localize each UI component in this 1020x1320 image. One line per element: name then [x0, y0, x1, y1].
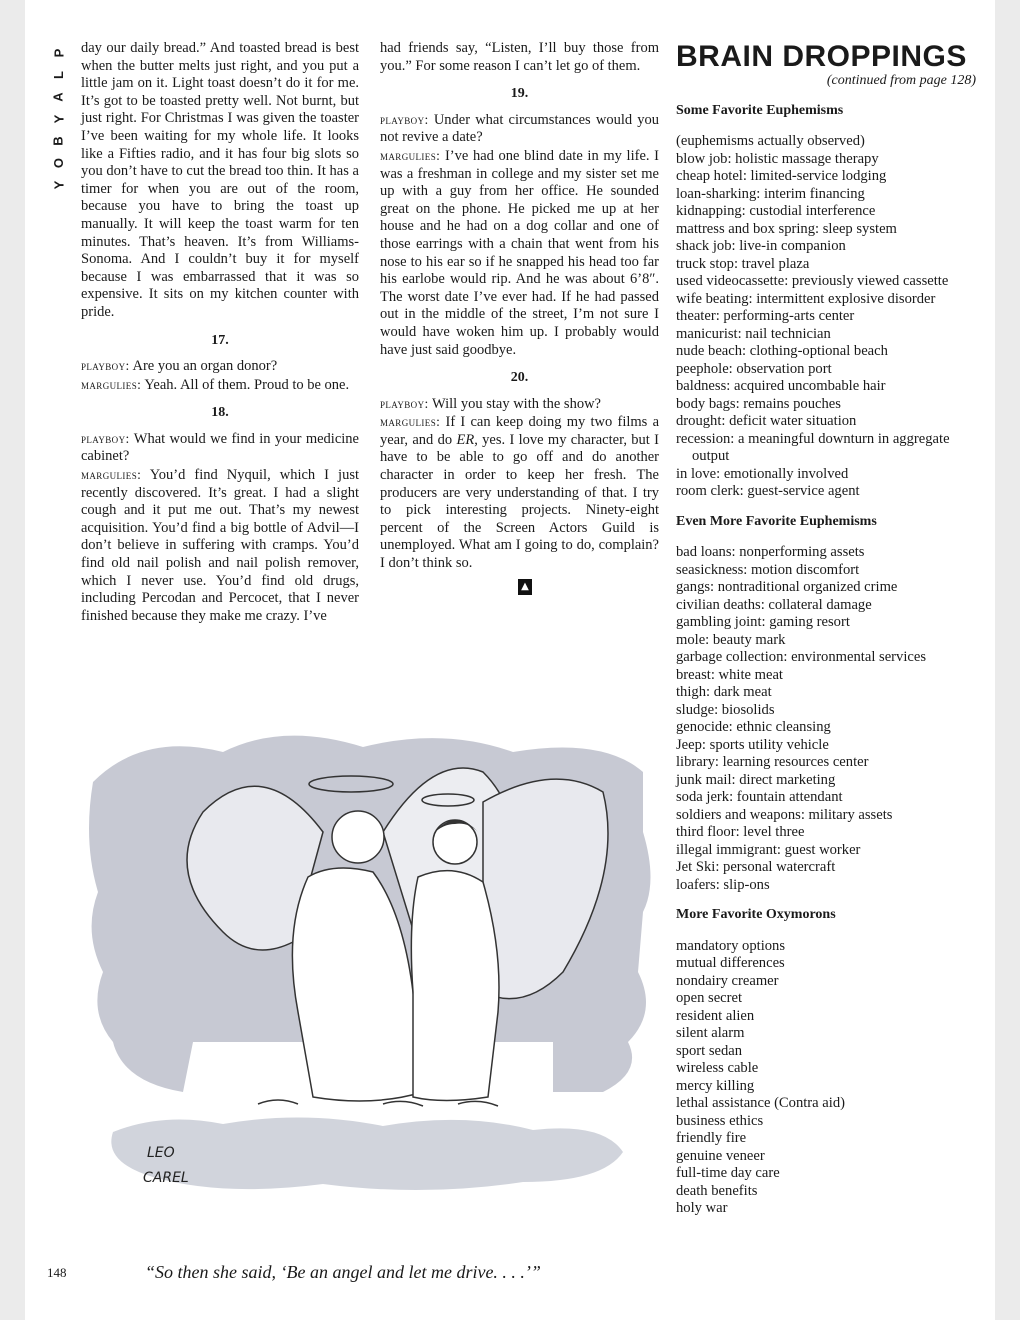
speaker-label: margulies:	[81, 376, 142, 392]
list-item: nude beach: clothing-optional beach	[676, 343, 888, 360]
speaker-label: playboy:	[380, 111, 429, 127]
list-item: theater: performing-arts center	[676, 308, 855, 325]
euphemism-list	[676, 938, 976, 1218]
euphemism-list	[676, 133, 976, 501]
old-angel-head	[332, 811, 384, 863]
magazine-name-letter: Y	[50, 114, 66, 124]
list-item: mercy killing	[676, 1077, 755, 1094]
cartoon-drawing	[83, 712, 661, 1254]
speaker-label: margulies:	[380, 414, 441, 430]
list-item: full-time day care	[676, 1165, 780, 1182]
brain-droppings-column	[676, 40, 976, 1218]
euphemism-list	[676, 544, 976, 894]
list-item: wife beating: intermittent explosive disorder	[676, 290, 936, 307]
artist-signature-line1: LEO	[147, 1145, 175, 1161]
question-number: 20.	[510, 370, 529, 386]
list-item: civilian deaths: collateral damage	[676, 596, 872, 613]
list-item: drought: deficit water situation	[676, 413, 857, 430]
question-number: 18.	[211, 405, 229, 421]
answer-text-part: , yes. I love my character, but I have to be able to go off and do another character in order to keep her fresh. The producers are very understanding of that. I try to pick interesting projects. Ninety-eight percent of the Screen Actors Guild is unemployed. What am I going to do, complain? I don’t think so.	[380, 431, 659, 572]
young-angel-head	[433, 820, 477, 864]
interview-column-2	[380, 40, 659, 595]
list-item: business ethics	[676, 1112, 764, 1129]
list-item: genocide: ethnic cleansing	[676, 719, 831, 736]
list-item: body bags: remains pouches	[676, 395, 841, 412]
list-item: thigh: dark meat	[676, 684, 772, 701]
list-heading: Some Favorite Euphemisms	[676, 102, 844, 118]
answer	[81, 376, 359, 395]
question-text: What would we find in your medicine cabinet?	[81, 430, 359, 465]
list-item: seasickness: motion discomfort	[676, 561, 860, 578]
page-number: 148	[47, 1265, 67, 1280]
list-item: shack job: live-in companion	[676, 238, 846, 255]
question-text: Are you an organ donor?	[132, 358, 278, 375]
artist-signature-line2: CAREL	[143, 1170, 189, 1186]
question	[380, 395, 659, 414]
list-item: Jeep: sports utility vehicle	[676, 736, 829, 753]
question	[81, 357, 359, 376]
list-item: library: learning resources center	[676, 754, 869, 771]
list-item: gangs: nontraditional organized crime	[676, 579, 898, 596]
list-item: soldiers and weapons: military assets	[676, 806, 893, 823]
list-item: used videocassette: previously viewed cassette	[676, 273, 949, 290]
list-item: blow job: holistic massage therapy	[676, 150, 879, 167]
question-text: Will you stay with the show?	[432, 395, 601, 412]
question	[81, 430, 359, 466]
list-item: (euphemisms actually observed)	[676, 133, 865, 150]
question-number: 19.	[510, 86, 529, 102]
magazine-page	[25, 0, 995, 1320]
list-item: manicurist: nail technician	[676, 325, 831, 342]
list-item: mutual differences	[676, 955, 785, 972]
cartoon-illustration	[83, 712, 661, 1254]
list-item: nondairy creamer	[676, 972, 779, 989]
speaker-label: margulies:	[380, 147, 441, 163]
answer-text: I’ve had one blind date in my life. I was a freshman in college and my sister set me up with a guy from her office. He sounded great on the phone. He picked me up at her house and he had on a dog collar and one of those earrings with a chain that went from his nose to his ear so if he snapped his head too far his earlobe would rip. And he was about 6’8″. The worst date I’ve ever had. If he had passed out in the middle of the street, I’m not sure I would have woken him up. I probably would have just said goodbye.	[380, 147, 659, 358]
list-item: death benefits	[676, 1182, 758, 1199]
list-item: Jet Ski: personal watercraft	[676, 859, 836, 876]
list-item: genuine veneer	[676, 1147, 765, 1164]
list-item: loafers: slip-ons	[676, 876, 770, 893]
answer	[380, 413, 659, 572]
question	[380, 111, 659, 147]
list-item: third floor: level three	[676, 824, 805, 841]
list-item: loan-sharking: interim financing	[676, 185, 865, 202]
list-item: gambling joint: gaming resort	[676, 614, 850, 631]
list-item: sludge: biosolids	[676, 701, 775, 718]
list-item: soda jerk: fountain attendant	[676, 789, 843, 806]
list-item: kidnapping: custodial interference	[676, 203, 876, 220]
list-item: bad loans: nonperforming assets	[676, 544, 865, 561]
list-item: resident alien	[676, 1007, 755, 1024]
answer-text: Yeah. All of them. Proud to be one.	[144, 376, 350, 393]
show-title: ER	[456, 431, 475, 448]
list-item: mole: beauty mark	[676, 631, 786, 648]
speaker-label: playboy:	[380, 395, 429, 411]
list-item: lethal assistance (Contra aid)	[676, 1095, 845, 1112]
interview-paragraph: day our daily bread.” And toasted bread is best when the butter melts just right, and you put a little jam on it. Light toast doesn’t do it for me. It’s got to be toasted pretty well. Not burnt, but just right. For Christmas I was given the toaster I’ve been waiting for my whole life. It looks like a Fifties radio, and it has four big slots so you don’t have to cut the bread too thin. It has a timer for when you are out of the room, because you have to bring the toast up manually. It will keep the toast warm for ten minutes. That’s heaven. It’s from Williams-Sonoma. And I couldn’t buy it for myself because I was embarrassed that it was so expensive. It sits on my kitchen counter with pride.	[81, 40, 359, 320]
list-item: cheap hotel: limited-service lodging	[676, 168, 887, 185]
list-item: mattress and box spring: sleep system	[676, 220, 897, 237]
list-item: open secret	[676, 990, 743, 1007]
answer-text-part: If I can keep doing my two films a year, and do	[380, 414, 660, 448]
list-item: mandatory options	[676, 937, 786, 954]
list-item: truck stop: travel plaza	[676, 255, 810, 272]
list-item: breast: white meat	[676, 666, 783, 683]
list-item: silent alarm	[676, 1025, 745, 1042]
speaker-label: margulies:	[81, 467, 142, 483]
question-number: 17.	[211, 332, 229, 348]
list-item: room clerk: guest-service agent	[676, 483, 860, 500]
speaker-label: playboy:	[81, 430, 130, 446]
list-item: sport sedan	[676, 1042, 743, 1059]
list-item: recession: a meaningful downturn in aggregate output	[676, 430, 950, 465]
magazine-name-letter: B	[50, 136, 66, 146]
list-item: junk mail: direct marketing	[676, 771, 836, 788]
answer	[380, 147, 659, 359]
continued-note: (continued from page 128)	[826, 73, 976, 88]
list-item: friendly fire	[676, 1130, 747, 1147]
list-item: illegal immigrant: guest worker	[676, 841, 861, 858]
magazine-name-letter: Y	[50, 180, 66, 190]
cartoon-caption: “So then she said, ‘Be an angel and let me drive. . . .’”	[145, 1262, 541, 1282]
magazine-name-letter: P	[50, 48, 66, 58]
list-item: wireless cable	[676, 1060, 759, 1077]
answer-text: You’d find Nyquil, which I just recently discovered. It’s great. I had a slight cough and it put me out. That’s my newest acquisition. You’d find a big bottle of Advil—I don’t believe in suffering with cramps. You’d find old nail polish and nail polish remover, which I never use. You’d find old drugs, including Percodan and Percocet, that I never finished because they make me crazy. I’ve	[81, 467, 359, 624]
magazine-name-letter: A	[50, 92, 66, 102]
brain-droppings-sections	[676, 102, 976, 1218]
speaker-label: playboy:	[81, 358, 130, 374]
list-heading: More Favorite Oxymorons	[676, 907, 836, 923]
interview-paragraph: had friends say, “Listen, I’ll buy those from you.” For some reason I can’t let go of them.	[380, 40, 659, 74]
list-item: baldness: acquired uncombable hair	[676, 378, 886, 395]
answer	[81, 466, 359, 625]
magazine-name-vertical	[45, 42, 73, 196]
list-item: garbage collection: environmental services	[676, 649, 927, 666]
young-angel-robe	[411, 871, 499, 1101]
magazine-name-letter: O	[51, 157, 66, 169]
rabbit-end-mark-icon: ▲	[518, 579, 532, 595]
interview-column-1	[81, 40, 359, 625]
question-text: Under what circumstances would you not revive a date?	[380, 111, 660, 146]
list-item: peephole: observation port	[676, 360, 832, 377]
list-item: holy war	[676, 1200, 728, 1217]
list-heading: Even More Favorite Euphemisms	[676, 513, 877, 529]
list-item: in love: emotionally involved	[676, 465, 849, 482]
magazine-name-letter: L	[50, 71, 66, 79]
section-title: BRAIN DROPPINGS	[676, 40, 967, 73]
